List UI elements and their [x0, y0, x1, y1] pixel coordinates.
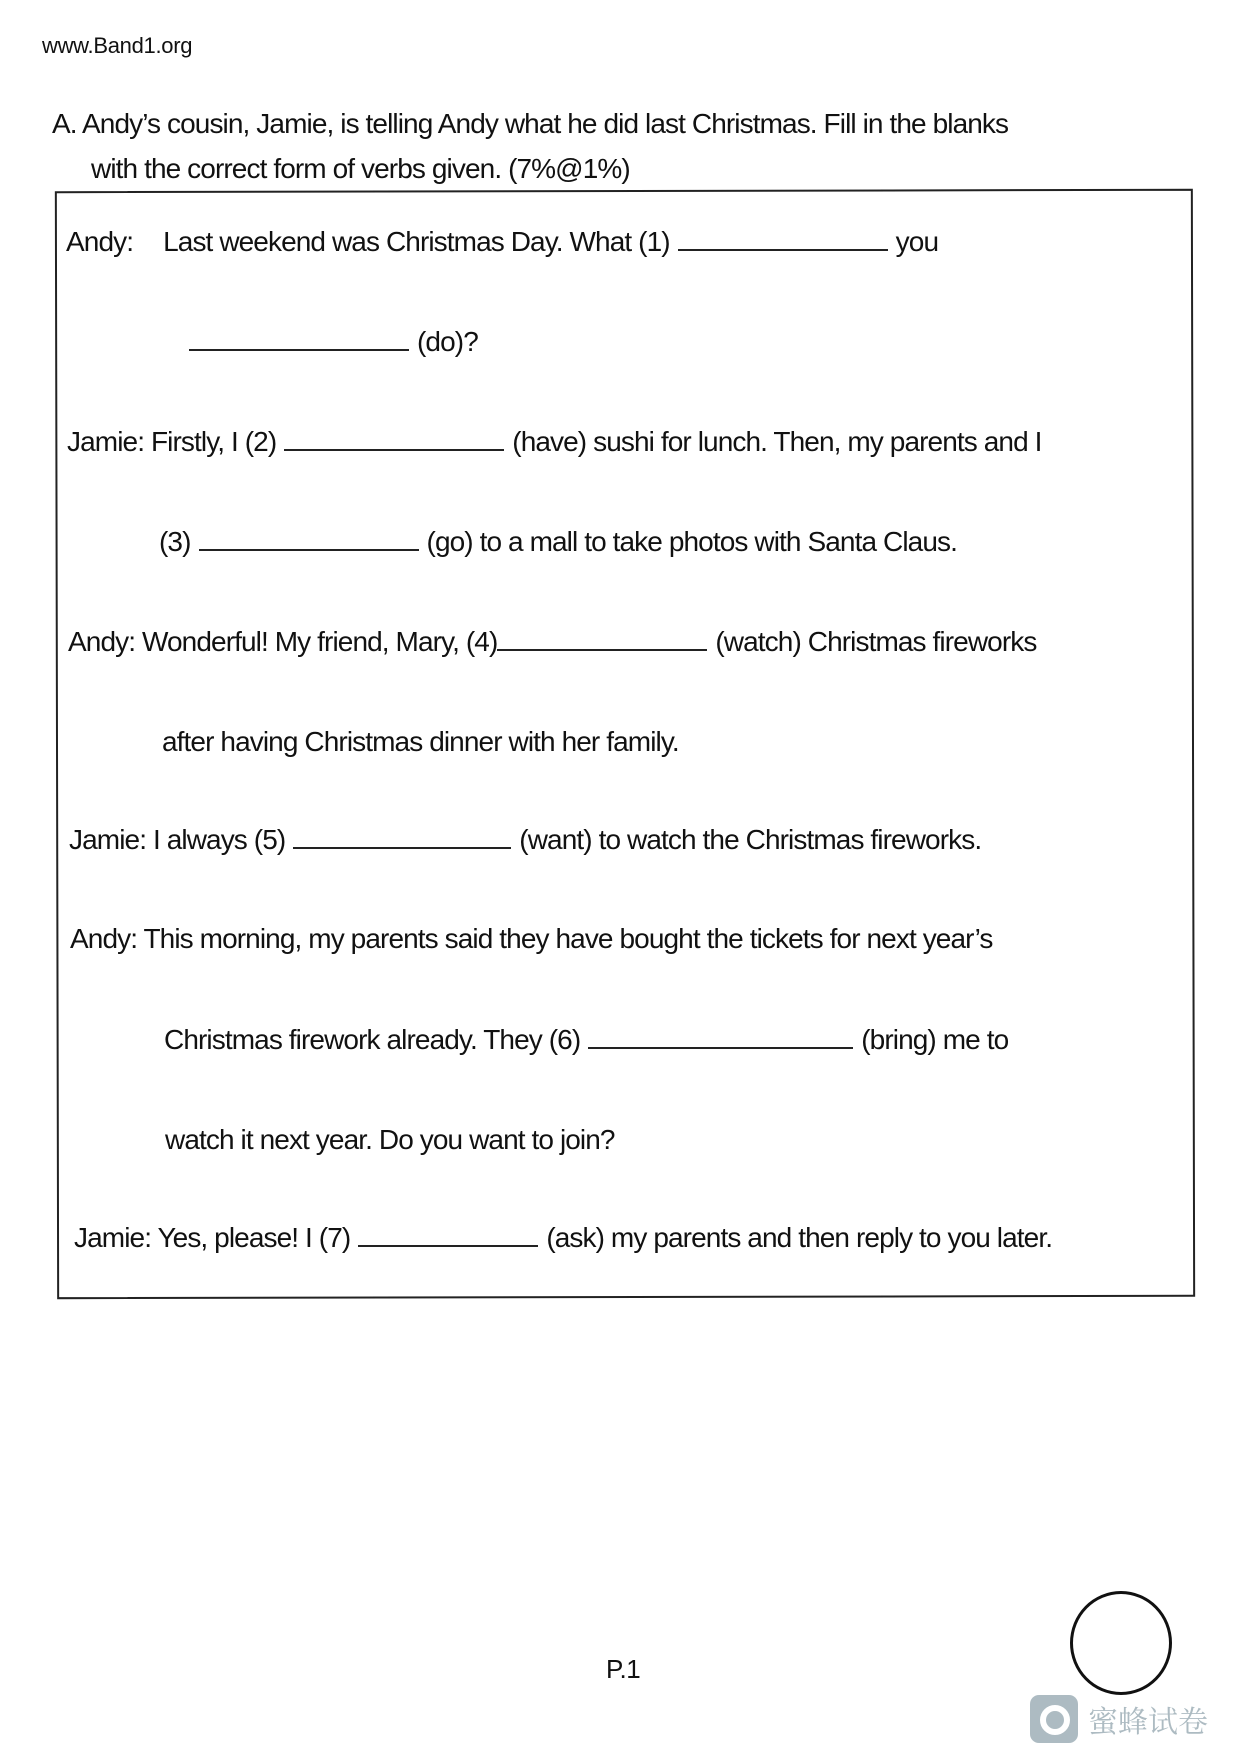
blank-3[interactable]	[199, 549, 419, 551]
speaker: Andy:	[66, 226, 134, 257]
dialogue-line-2	[189, 326, 478, 358]
blank-4[interactable]	[497, 649, 707, 651]
dialogue-line-10	[165, 1124, 615, 1156]
watermark-text: 蜜蜂试卷	[1088, 1705, 1208, 1740]
blank-6[interactable]	[588, 1047, 853, 1049]
line-text: Jamie: Firstly, I (2)	[67, 426, 277, 457]
dialogue-line-7	[69, 824, 981, 856]
score-circle	[1070, 1591, 1172, 1695]
line-text: Andy: This morning, my parents said they have bought the tickets for next year’s	[70, 923, 993, 954]
line-text: (bring) me to	[861, 1024, 1009, 1055]
line-text: (do)?	[417, 326, 478, 357]
page-number: P.1	[606, 1654, 641, 1684]
blank-1a[interactable]	[678, 249, 888, 251]
line-text: Jamie: Yes, please! I (7)	[74, 1222, 351, 1253]
dialogue-line-6	[162, 726, 679, 758]
dialogue-line-1	[66, 226, 938, 258]
watermark	[1030, 1695, 1208, 1743]
line-text: you	[895, 226, 939, 257]
line-text: Andy: Wonderful! My friend, Mary, (4)	[68, 626, 498, 657]
line-text: after having Christmas dinner with her family.	[162, 726, 679, 757]
line-text: (watch) Christmas fireworks	[715, 626, 1037, 657]
blank-5[interactable]	[293, 847, 511, 849]
blank-2[interactable]	[284, 449, 504, 451]
line-text: Jamie: I always (5)	[69, 824, 286, 855]
line-text: (3)	[159, 526, 191, 557]
instruction-line-1: A. Andy’s cousin, Jamie, is telling Andy what he did last Christmas. Fill in the blanks	[52, 108, 1009, 139]
line-text: (want) to watch the Christmas fireworks.	[519, 824, 982, 855]
line-text: (go) to a mall to take photos with Santa Claus.	[426, 526, 957, 557]
dialogue-line-11	[74, 1222, 1052, 1254]
line-text: watch it next year. Do you want to join?	[165, 1124, 615, 1155]
blank-7[interactable]	[358, 1245, 538, 1247]
line-text: Last weekend was Christmas Day. What (1)	[163, 226, 670, 257]
line-text: Christmas firework already. They (6)	[164, 1024, 581, 1055]
dialogue-line-3	[67, 426, 1042, 458]
watermark-logo-icon	[1030, 1695, 1078, 1743]
dialogue-line-5	[68, 626, 1036, 658]
line-text: (have) sushi for lunch. Then, my parents and I	[512, 426, 1042, 457]
instruction-line-2: with the correct form of verbs given. (7%@1%)	[91, 153, 630, 184]
dialogue-line-4	[159, 526, 957, 558]
blank-1b[interactable]	[189, 349, 409, 351]
line-text: (ask) my parents and then reply to you later.	[546, 1222, 1053, 1253]
site-url: www.Band1.org	[42, 33, 193, 58]
dialogue-line-8	[70, 923, 993, 955]
dialogue-line-9	[164, 1024, 1008, 1056]
